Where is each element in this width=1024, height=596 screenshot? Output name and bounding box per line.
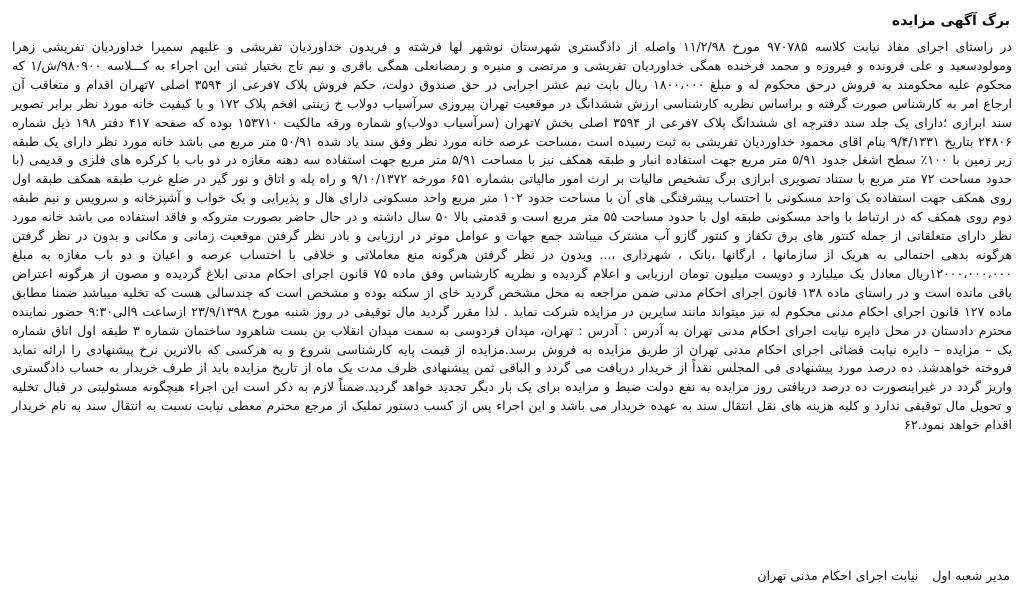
signature-role: مدیر شعبه اول	[932, 568, 1010, 583]
signature-office: نیابت اجرای احکام مدنی تهران	[757, 568, 919, 583]
signature-block	[757, 566, 1010, 586]
notice-body: در راستای اجرای مفاد نیابت کلاسه ۹۷۰۷۸۵ مورخ ۱۱/۲/۹۸ واصله از دادگستری شهرستان نوشهر لها فرشته و فریدون خداوردیان تفریشی و علیهم سمیرا خداوردیان تفریشی زهرا ومولودسعید و علی فرونده و فیروزه و محمد فرخنده همگی خداوردیان تفریشی و مرتضی و منیره و رمضانعلی همگی باقری و نیم تاج بختیار ثبتی این اجراء به کـــلاسه ۹۸۰۹۰۰/ش/۱ که محکوم علیه محکومند به فروش درحق محکوم له و مبلغ ۱۸۰۰،۰۰۰ ریال بابت نیم عشر اجرایی در حق صندوق دولت، حکم فروش پلاک ۷فرعی از ۳۵۹۴ اصلی ۷تهران اقدام و متعاقب آن ارجاع امر به کارشناس صورت گرفته و براساس نظریه کارشناسی ارزش ششدانگ در موقعیت تهران پیروزی سرآسیاب دولاب خ زینتی افخم پلاک ۱۷۲ و با کیفیت خانه مورد نظر برابر تصویر سند ابرازی ؛دارای یک جلد سند دفترچه ای ششدانگ پلاک ۷فرعی از ۳۵۹۴ اصلی بخش ۷تهران (سرآسیاب دولاب)و شماره ورقه مالکیت ۱۵۳۷۱۰ بوده که صفحه ۴۱۷ دفتر ۱۹۸ ذیل شماره ۲۴۸۰۶ بتاریخ ۹/۴/۱۳۳۱ بنام اقای محمود خداوردیان تفریشی به ثبت رسیده است ،مساحت عرصه خانه مورد نظر وفق سند یاد شده ۵۰/۹۱ متر مربع می باشد خانه مورد نظر دارای یک طبقه زیر زمین با ۱۰۰٪ سطح اشغل جدود ۵/۹۱ متر مربع جهت استفاده انبار و طبقه همکف نیز با مساحت ۵/۹۱ متر مربع جهت استفاده سه دهنه مغازه در دو باب با کرکره های فلزی و قدیمی (با حدود مساحت ۷۲ متر مربع با ستناد تصویری ابرازی برگ تشخیص مالیات بر ارث امور مالیاتی بشماره ۶۵۱ مورخه ۹/۱۰/۱۳۷۲ و راه پله و اتاق و نور گیر در ضلع غرب طبقه همکف طبقه اول روی همکف جهت استفاده یک واحد مسکونی با احتساب پیشرفتگی های آن با مساحت حدود ۱۰۲ متر مربع واحد مسکونی دارای هال و پذیرایی و یک خواب و آشپزخانه و سرویس و نیم طبقه دوم روی همکف که در ارتباط با واحد مسکونی طبقه اول با حدود مساحت ۵۵ متر مربع است و قدمتی بالا ۵۰ سال داشته و در حال حاضر بصورت متروکه و فاقد استفاده می باشد خانه مورد نظر دارای متعلقاتی از جمله کنتور های برق تکفاز و کنتور گازو آب مشترک میباشد جمع جهات و عوامل موثر در ارزیابی و بادر نظر گرفتن موقعیت زمانی و مکانی و بدون در نظر گرفتن هرگونه بدهی احتمالی به هریک از سازمانها ، ارگانها ،بانک ، شهرداری ،... وبدون در نظر گرفتن هرگونه منع معاملاتی و خلافی با احتساب عرصه و اعیان و دو باب مغازه به مبلغ ۱۲۰۰۰،۰۰۰،۰۰۰ریال معادل یک میلیارد و دویست میلیون تومان ارزیابی و اعلام گردیده و نظریه کارشناس وفق ماده ۷۵ قانون اجرای احکام مدنی ابلاغ گردیده و مصون از هرگونه اعتراض باقی مانده است و در راستای ماده ۱۳۸ قانون اجرای احکام مدنی ضمن مراجعه به محل مشخص گردید خای از سکنه بوده و مشخص است که چندسالی هست که تخلیه میباشد ضمنا مطابق ماده ۱۲۷ قانون اجرای احکام مدنی محکوم له نیز میتواند مانند سایرین در مزایده شرکت نماید . لذا مقرر گردید مال توقیفی در روز شنبه مورخ ۲۳/۹/۱۳۹۸ ازساعت ۹الی۹:۳۰ حضور نماینده محترم دادستان در محل دایره نیابت اجرای احکام مدنی تهران به آدرس : آدرس : تهران، میدان فردوسی به سمت میدان انقلاب بن بست شاهرود ساختمان شماره ۳ طبقه اول اتاق شماره یک – مزایده – دایره نیابت قضائی اجرای احکام مدنی تهران از طریق مزایده به فروش برسد.مزایده از قیمت پایه کارشناسی شروع و به هرکسی که بالاترین نرخ پیشنهادی را ارائه نماید فروخته خواهدشد. ده درصد مورد پیشنهادی فی المجلس نقداً از خریدار دریافت می گردد و الباقی ثمن پیشنهادی ظرف مدت یک ماه از تاریخ مزایده باید از طرف خریدار به حساب دادگستری واریز گردد در غیراینصورت ده درصد دریافتی روز مزایده به نفع دولت ضبط و مزایده برای یک بار دیگر تجدید خواهد گردید.ضمناً لازم به ذکر است این اجراء هیچگونه مسئولیتی در قبال تخلیه و تحویل مال توقیفی ندارد و کلیه هزینه های نقل انتقال سند به عهده خریدار می باشد و این اجراء پس از کسب دستور تملیک از مرجع محترم معطی نیابت نسبت به انتقال سند به نام خریدار اقدام خواهد نمود.۶۲	[12, 39, 1013, 433]
page-title: برگ آگهی مزایده	[891, 13, 1010, 29]
